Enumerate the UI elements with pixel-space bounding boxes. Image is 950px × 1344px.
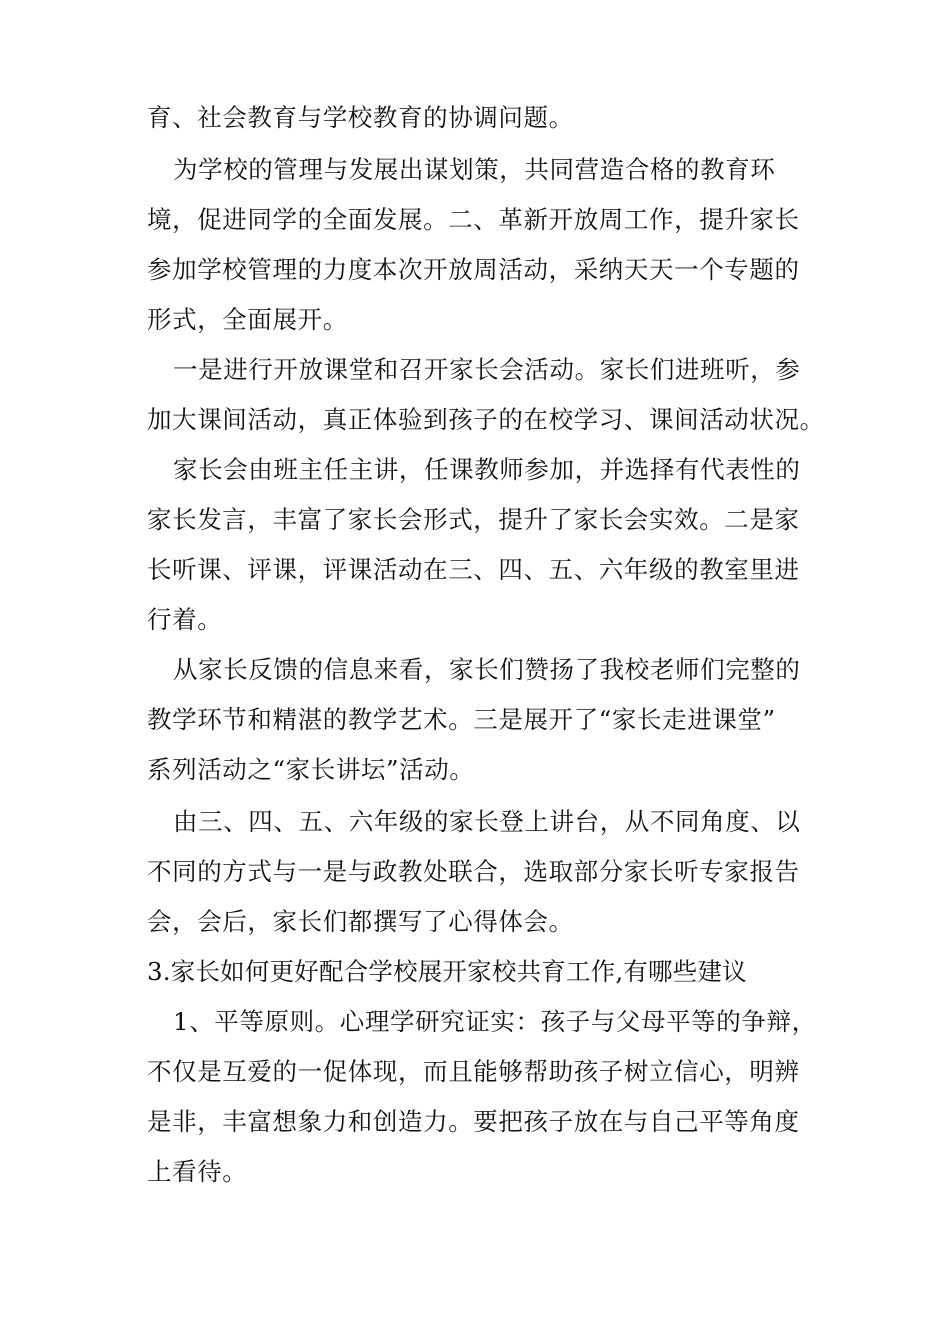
text-line: 不同的方式与一是与政教处联合，选取部分家长听专家报告 xyxy=(147,857,800,886)
text-line: 加大课间活动，真正体验到孩子的在校学习、课间活动状况。 xyxy=(147,405,825,434)
text-line: 家长会由班主任主讲，任课教师参加，并选择有代表性的 xyxy=(173,455,801,484)
text-line: 上看待。 xyxy=(147,1157,248,1186)
text-line: 境，促进同学的全面发展。二、革新开放周工作，提升家长 xyxy=(147,205,800,234)
text-line: 由三、四、五、六年级的家长登上讲台，从不同角度、以 xyxy=(173,807,801,836)
text-line: 形式，全面展开。 xyxy=(147,305,348,334)
section-heading: 3.家长如何更好配合学校展开家校共育工作,有哪些建议 xyxy=(147,957,747,986)
text-line: 1、平等原则。心理学研究证实：孩子与父母平等的争辩， xyxy=(173,1007,817,1036)
text-line: 是非，丰富想象力和创造力。要把孩子放在与自己平等角度 xyxy=(147,1107,800,1136)
text-line: 长听课、评课，评课活动在三、四、五、六年级的教室里进 xyxy=(147,555,800,584)
text-line: 育、社会教育与学校教育的协调问题。 xyxy=(147,103,574,132)
text-line: 从家长反馈的信息来看，家长们赞扬了我校老师们完整的 xyxy=(173,655,801,684)
text-line: 参加学校管理的力度本次开放周活动，采纳天天一个专题的 xyxy=(147,255,800,284)
text-line: 不仅是互爱的一促体现，而且能够帮助孩子树立信心，明辨 xyxy=(147,1057,800,1086)
text-line: 会，会后，家长们都撰写了心得体会。 xyxy=(147,907,574,936)
text-line: 系列活动之“家长讲坛”活动。 xyxy=(147,755,475,784)
text-line: 家长发言，丰富了家长会形式，提升了家长会实效。二是家 xyxy=(147,505,800,534)
text-line: 行着。 xyxy=(147,605,223,634)
text-line: 教学环节和精湛的教学艺术。三是展开了“家长走进课堂” xyxy=(147,705,776,734)
text-line: 一是进行开放课堂和召开家长会活动。家长们进班听，参 xyxy=(173,355,801,384)
text-line: 为学校的管理与发展出谋划策，共同营造合格的教育环 xyxy=(173,155,776,184)
